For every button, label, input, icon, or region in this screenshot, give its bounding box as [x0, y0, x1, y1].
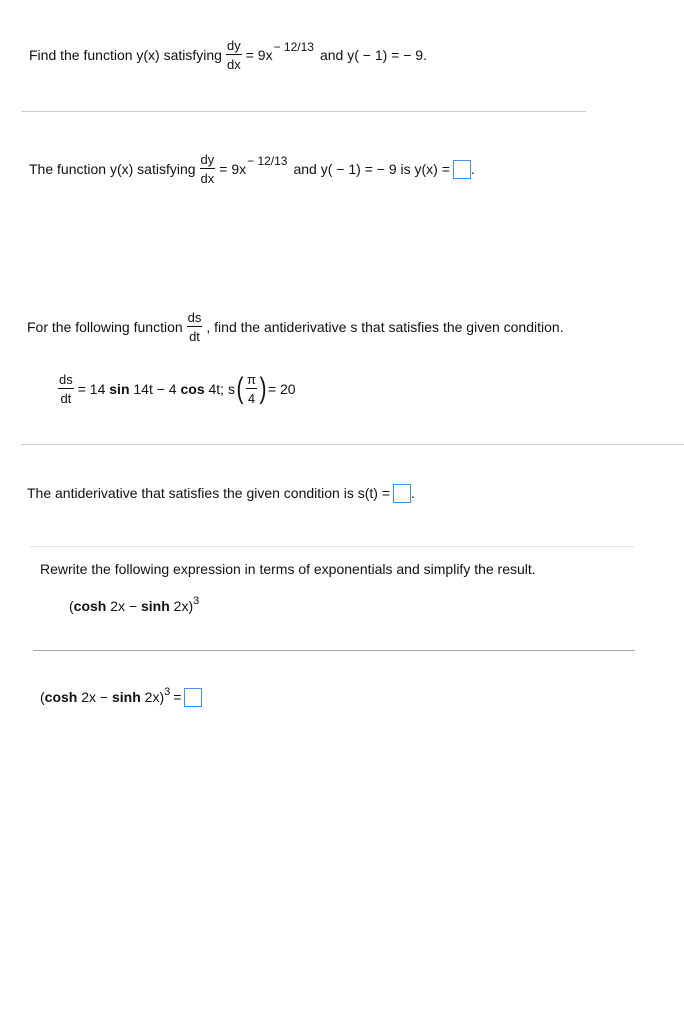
answer3-cosh: cosh — [44, 689, 78, 705]
divider-4 — [33, 650, 635, 651]
problem3-power: 3 — [193, 595, 200, 607]
problem2-eq-value: = 20 — [267, 381, 296, 397]
answer3-close: 2x) — [144, 689, 165, 705]
answer1-prefix: The function y(x) satisfying — [29, 161, 196, 177]
answer3-statement — [40, 686, 202, 708]
problem2-eq-den: dt — [60, 391, 72, 406]
problem3-prompt — [40, 559, 536, 579]
answer1-rhs: = 9x — [219, 161, 247, 177]
problem3-open: ( — [69, 598, 74, 614]
answer2-period: . — [411, 485, 415, 501]
answer2-text: The antiderivative that satisfies the given condition is s(t) = — [27, 485, 391, 501]
problem2-prefix: For the following function — [27, 319, 183, 335]
problem1-condition: and y( − 1) = − 9. — [319, 47, 427, 63]
problem2-eq-cos: cos — [180, 381, 205, 397]
problem1-derivative-fraction — [226, 39, 242, 71]
problem2-eq-fraction — [58, 373, 74, 405]
answer3-sinh: sinh — [112, 689, 141, 705]
answer1-condition: and y( − 1) = − 9 is y(x) = — [293, 161, 450, 177]
answer1-period: . — [470, 161, 475, 177]
problem3-prompt-text: Rewrite the following expression in terms of exponentials and simplify the result. — [40, 561, 536, 577]
divider-1 — [21, 111, 586, 112]
answer1-frac-num: dy — [200, 152, 215, 167]
problem2-eq-part1: = 14 — [77, 381, 106, 397]
problem2-statement — [27, 305, 564, 349]
problem1-rhs: = 9x — [245, 47, 273, 63]
problem3-sinh: sinh — [141, 598, 170, 614]
problem2-suffix: , find the antiderivative s that satisfies the given condition. — [206, 319, 564, 335]
problem2-eq-num: ds — [59, 372, 73, 387]
problem2-equation — [54, 366, 296, 412]
problem1-statement — [29, 33, 427, 77]
problem2-eq-argument: ( $\frac{\pi}{4}$ ) — [236, 372, 267, 406]
problem2-frac-den: dt — [189, 329, 200, 344]
answer1-frac-den: dx — [200, 171, 215, 186]
problem3-cosh: cosh — [73, 598, 107, 614]
divider-3 — [30, 546, 634, 547]
answer3-input-box[interactable] — [184, 688, 202, 707]
answer3-equals: = — [173, 689, 182, 705]
problem2-pi-num: π — [246, 372, 256, 387]
problem3-close: 2x) — [173, 598, 194, 614]
answer3-open: ( — [40, 689, 45, 705]
answer3-power: 3 — [164, 686, 171, 698]
answer1-derivative-fraction — [200, 153, 216, 185]
problem2-pi-den: 4 — [247, 391, 256, 406]
answer3-mid: 2x − — [81, 689, 109, 705]
problem2-eq-part3: 4t; s — [208, 381, 235, 397]
answer1-exponent: − 12/13 — [247, 154, 288, 168]
problem1-prefix: Find the function y(x) satisfying — [29, 47, 222, 63]
problem3-mid: 2x − — [110, 598, 138, 614]
problem1-frac-num: dy — [226, 38, 241, 53]
problem1-frac-den: dx — [226, 57, 241, 72]
problem2-pi-fraction — [246, 373, 257, 405]
problem2-derivative-fraction — [187, 311, 203, 343]
problem1-exponent: − 12/13 — [273, 40, 314, 54]
problem2-eq-part2: 14t − 4 — [133, 381, 177, 397]
problem3-expression — [69, 596, 199, 616]
answer1-statement — [29, 147, 475, 191]
answer2-statement — [27, 481, 415, 505]
answer1-input-box[interactable] — [453, 160, 471, 179]
problem2-eq-sin: sin — [109, 381, 130, 397]
divider-2 — [21, 444, 684, 445]
answer2-input-box[interactable] — [393, 484, 411, 503]
problem2-frac-num: ds — [187, 310, 202, 325]
